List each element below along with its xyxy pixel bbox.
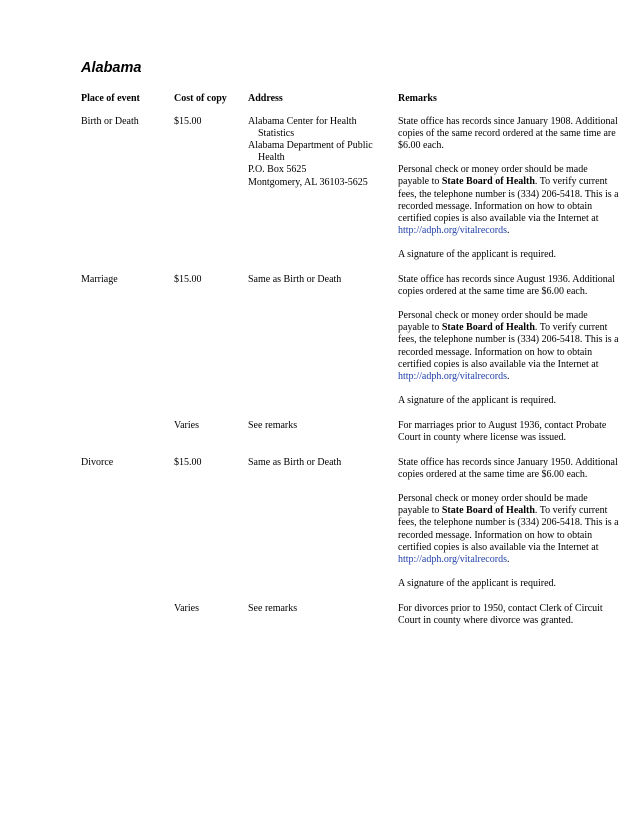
remarks-cell	[398, 274, 621, 420]
remarks-payment	[398, 310, 621, 383]
header-address: Address	[248, 93, 283, 104]
remarks-payment	[398, 164, 621, 237]
cost-cell: Varies	[174, 419, 199, 431]
remarks-signature: A signature of the applicant is required.	[398, 577, 557, 589]
remarks-signature: A signature of the applicant is required.	[398, 248, 557, 260]
state-title: Alabama	[81, 60, 142, 76]
remarks-prior-records: For marriages prior to August 1936, contact Probate Court in county where license was issued.	[398, 419, 607, 443]
address-cell: Same as Birth or Death	[248, 457, 342, 469]
address-line: Statistics	[258, 128, 295, 140]
place-cell: Marriage	[81, 274, 118, 286]
remarks-records-since: State office has records since January 1950. Additional copies ordered at the same time are $6.00 each.	[398, 457, 618, 481]
payment-text: .	[506, 224, 510, 236]
remarks-prior-records: For divorces prior to 1950, contact Clerk of Circuit Court in county where divorce was granted.	[398, 602, 603, 626]
header-place-of-event: Place of event	[81, 93, 140, 104]
remarks-payment	[398, 493, 621, 566]
cost-cell: $15.00	[174, 457, 202, 469]
payee-name: State Board of Health	[441, 505, 535, 517]
header-remarks: Remarks	[398, 93, 437, 104]
payment-text: .	[506, 370, 510, 382]
remarks-records-since: State office has records since January 1908. Additional copies of the same record ordered at the same time are $6.00 each.	[398, 116, 618, 152]
table-row-divorce-varies	[81, 603, 621, 640]
cost-cell: $15.00	[174, 274, 202, 286]
place-cell: Birth or Death	[81, 116, 139, 128]
remarks-cell	[398, 457, 621, 603]
vital-records-link[interactable]: http://adph.org/vitalrecords	[398, 370, 507, 382]
table-header-row	[81, 93, 621, 116]
address-cell	[248, 116, 398, 274]
address-cell: Same as Birth or Death	[248, 274, 342, 286]
payment-text: Personal check or money order should be made payable to	[398, 310, 588, 334]
remarks-records-since: State office has records since August 1936. Additional copies ordered at the same time are $6.00 each.	[398, 274, 615, 298]
address-cell: See remarks	[248, 602, 298, 614]
payment-text: . To verify current fees, the telephone number is (334) 206-5418. This is a recorded message. Information on how to obtain certified copies is also available via the Internet at	[398, 176, 619, 224]
address-line: P.O. Box 5625	[248, 164, 307, 176]
payment-text: Personal check or money order should be made payable to	[398, 493, 588, 517]
header-cost-of-copy: Cost of copy	[174, 93, 227, 104]
cost-cell: Varies	[174, 602, 199, 614]
remarks-cell	[398, 603, 621, 640]
table-row-birth-or-death	[81, 116, 621, 274]
remarks-cell	[398, 420, 621, 457]
address-line: Alabama Center for Health	[248, 116, 357, 128]
table-row-marriage	[81, 274, 621, 420]
place-cell	[81, 420, 174, 457]
payment-text: . To verify current fees, the telephone number is (334) 206-5418. This is a recorded message. Information on how to obtain certified copies is also available via the Internet at	[398, 322, 619, 370]
address-cell: See remarks	[248, 419, 298, 431]
vital-records-table	[81, 93, 621, 640]
cost-cell: $15.00	[174, 116, 202, 128]
remarks-cell	[398, 116, 621, 274]
place-cell	[81, 603, 174, 640]
payment-text: Personal check or money order should be made payable to	[398, 164, 588, 188]
address-line: Montgomery, AL 36103-5625	[248, 176, 368, 188]
address-line: Health	[258, 152, 285, 164]
place-cell: Divorce	[81, 457, 114, 469]
remarks-signature: A signature of the applicant is required.	[398, 394, 557, 406]
table-row-divorce	[81, 457, 621, 603]
vital-records-link[interactable]: http://adph.org/vitalrecords	[398, 224, 507, 236]
vital-records-link[interactable]: http://adph.org/vitalrecords	[398, 553, 507, 565]
payment-text: . To verify current fees, the telephone number is (334) 206-5418. This is a recorded message. Information on how to obtain certified copies is also available via the Internet at	[398, 505, 619, 553]
payment-text: .	[506, 553, 510, 565]
address-line: Alabama Department of Public	[248, 140, 373, 152]
payee-name: State Board of Health	[441, 322, 535, 334]
payee-name: State Board of Health	[441, 176, 535, 188]
table-row-marriage-varies	[81, 420, 621, 457]
